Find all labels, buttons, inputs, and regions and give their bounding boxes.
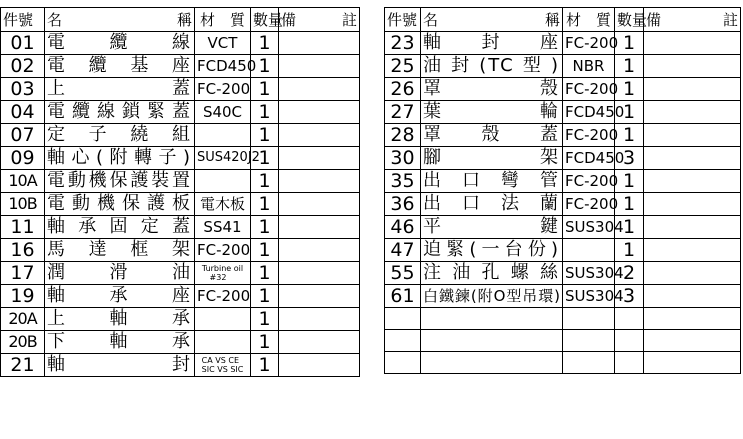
table-row <box>385 147 741 170</box>
cell-remark <box>644 101 741 124</box>
cell-remark <box>644 330 741 352</box>
cell-material <box>563 330 615 352</box>
cell-part-no: 10A <box>1 170 45 193</box>
header-name-left: 名 <box>423 10 439 29</box>
cell-quantity: 1 <box>251 147 279 170</box>
cell-part-no <box>385 308 421 330</box>
cell-name: 軸承座 <box>45 285 195 308</box>
cell-material: FCD450 <box>563 101 615 124</box>
cell-part-no: 10B <box>1 193 45 216</box>
cell-material-text: Turbine oil #32 <box>201 263 244 282</box>
table-row <box>1 147 360 170</box>
cell-remark <box>644 147 741 170</box>
cell-material: FCD450 <box>563 147 615 170</box>
header-remark <box>644 8 741 32</box>
table-row <box>385 285 741 308</box>
cell-name: 下軸承 <box>45 331 195 354</box>
cell-quantity: 1 <box>615 170 644 193</box>
cell-material: SUS420J2 <box>195 147 251 170</box>
cell-part-no <box>385 352 421 374</box>
cell-part-no: 46 <box>385 216 421 239</box>
cell-quantity <box>615 308 644 330</box>
cell-remark <box>644 32 741 55</box>
cell-quantity: 1 <box>251 216 279 239</box>
cell-quantity: 1 <box>615 216 644 239</box>
cell-quantity: 1 <box>251 124 279 147</box>
cell-part-no: 55 <box>385 262 421 285</box>
table-row <box>1 78 360 101</box>
cell-material: FC-200 <box>563 78 615 101</box>
cell-part-no: 02 <box>1 55 45 78</box>
cell-remark <box>644 285 741 308</box>
table-row <box>1 354 360 377</box>
table-row <box>1 170 360 193</box>
cell-name: 罩殼蓋 <box>421 124 563 147</box>
cell-name: 電纜基座 <box>45 55 195 78</box>
cell-part-no: 09 <box>1 147 45 170</box>
cell-part-no: 19 <box>1 285 45 308</box>
cell-name: 電動機保護裝置 <box>45 170 195 193</box>
cell-remark <box>279 32 360 55</box>
cell-quantity <box>615 330 644 352</box>
cell-remark <box>279 285 360 308</box>
cell-remark <box>644 239 741 262</box>
cell-quantity <box>615 352 644 374</box>
header-name-right: 稱 <box>544 10 560 29</box>
cell-part-no: 21 <box>1 354 45 377</box>
cell-remark <box>644 124 741 147</box>
cell-part-no: 30 <box>385 147 421 170</box>
header-name-right: 稱 <box>176 10 192 29</box>
cell-material <box>195 354 251 377</box>
cell-material: SS41 <box>195 216 251 239</box>
header-quantity: 數量 <box>615 8 644 32</box>
cell-part-no: 25 <box>385 55 421 78</box>
cell-part-no: 47 <box>385 239 421 262</box>
cell-remark <box>279 262 360 285</box>
cell-quantity: 1 <box>615 193 644 216</box>
cell-material: NBR <box>563 55 615 78</box>
cell-remark <box>644 352 741 374</box>
cell-part-no: 26 <box>385 78 421 101</box>
cell-quantity: 1 <box>251 170 279 193</box>
cell-material <box>195 124 251 147</box>
cell-quantity: 1 <box>615 239 644 262</box>
cell-material: FC-200 <box>563 32 615 55</box>
cell-name: 注油孔螺絲 <box>421 262 563 285</box>
header-part-no: 件號 <box>385 8 421 32</box>
cell-name: 葉輪 <box>421 101 563 124</box>
cell-remark <box>279 193 360 216</box>
header-name-left: 名 <box>47 10 63 29</box>
cell-name: 腳架 <box>421 147 563 170</box>
header-part-no: 件號 <box>1 8 45 32</box>
table-row <box>385 352 741 374</box>
cell-material <box>563 239 615 262</box>
cell-remark <box>279 239 360 262</box>
cell-material: SUS304 <box>563 285 615 308</box>
cell-material: FCD450 <box>195 55 251 78</box>
table-row <box>1 101 360 124</box>
cell-name: 出口彎管 <box>421 170 563 193</box>
cell-name: 定子繞組 <box>45 124 195 147</box>
cell-name: 迫緊(一台份) <box>421 239 563 262</box>
table-row <box>385 101 741 124</box>
table-row <box>1 308 360 331</box>
cell-quantity: 1 <box>615 55 644 78</box>
cell-remark <box>644 308 741 330</box>
table-row <box>1 262 360 285</box>
cell-quantity: 1 <box>615 32 644 55</box>
cell-quantity: 1 <box>251 55 279 78</box>
cell-material-text: CA VS CE SIC VS SIC <box>201 355 244 374</box>
table-row <box>1 124 360 147</box>
cell-quantity: 3 <box>615 147 644 170</box>
cell-quantity: 1 <box>251 262 279 285</box>
cell-part-no: 16 <box>1 239 45 262</box>
header-remark <box>279 8 360 32</box>
cell-material <box>195 331 251 354</box>
cell-quantity: 3 <box>615 285 644 308</box>
table-row <box>1 193 360 216</box>
cell-name <box>421 308 563 330</box>
cell-material <box>195 170 251 193</box>
header-material: 材 質 <box>195 8 251 32</box>
cell-quantity: 1 <box>251 101 279 124</box>
cell-part-no: 20B <box>1 331 45 354</box>
cell-material: FC-200 <box>195 239 251 262</box>
cell-material: FC-200 <box>563 170 615 193</box>
table-row <box>385 330 741 352</box>
table-row <box>1 55 360 78</box>
cell-name: 軸承固定蓋 <box>45 216 195 239</box>
cell-name: 上蓋 <box>45 78 195 101</box>
table-row <box>385 55 741 78</box>
cell-name: 潤滑油 <box>45 262 195 285</box>
header-name <box>421 8 563 32</box>
cell-name: 軸封 <box>45 354 195 377</box>
cell-material: VCT <box>195 32 251 55</box>
cell-material: FC-200 <box>195 78 251 101</box>
header-name <box>45 8 195 32</box>
table-header-row <box>1 8 360 32</box>
table-row <box>1 331 360 354</box>
cell-part-no: 28 <box>385 124 421 147</box>
cell-name: 軸封座 <box>421 32 563 55</box>
cell-part-no: 17 <box>1 262 45 285</box>
cell-name: 平鍵 <box>421 216 563 239</box>
cell-remark <box>644 262 741 285</box>
cell-remark <box>644 170 741 193</box>
cell-name: 油封(TC型) <box>421 55 563 78</box>
cell-name: 軸心(附轉子) <box>45 147 195 170</box>
cell-part-no: 04 <box>1 101 45 124</box>
cell-remark <box>644 193 741 216</box>
cell-quantity: 1 <box>615 101 644 124</box>
cell-quantity: 1 <box>251 331 279 354</box>
cell-remark <box>279 216 360 239</box>
cell-quantity: 1 <box>251 285 279 308</box>
cell-name: 罩殼 <box>421 78 563 101</box>
cell-remark <box>279 78 360 101</box>
cell-name: 電動機保護板 <box>45 193 195 216</box>
cell-part-no: 36 <box>385 193 421 216</box>
cell-quantity: 1 <box>615 124 644 147</box>
header-quantity: 數量 <box>251 8 279 32</box>
parts-table-right <box>384 7 741 374</box>
table-row <box>385 308 741 330</box>
cell-quantity: 2 <box>615 262 644 285</box>
table-header-row <box>385 8 741 32</box>
cell-part-no: 20A <box>1 308 45 331</box>
cell-quantity: 1 <box>251 308 279 331</box>
cell-part-no: 11 <box>1 216 45 239</box>
cell-part-no <box>385 330 421 352</box>
cell-remark <box>279 147 360 170</box>
cell-quantity: 1 <box>615 78 644 101</box>
table-row <box>385 32 741 55</box>
cell-material: FC-200 <box>563 124 615 147</box>
table-row <box>1 32 360 55</box>
cell-material <box>563 308 615 330</box>
cell-material: SUS304 <box>563 216 615 239</box>
table-row <box>1 216 360 239</box>
cell-remark <box>279 55 360 78</box>
cell-material: S40C <box>195 101 251 124</box>
cell-name: 出口法蘭 <box>421 193 563 216</box>
cell-part-no: 27 <box>385 101 421 124</box>
cell-part-no: 35 <box>385 170 421 193</box>
table-row <box>385 193 741 216</box>
header-remark-left: 備 <box>281 10 297 29</box>
cell-quantity: 1 <box>251 354 279 377</box>
table-row <box>1 285 360 308</box>
cell-material <box>195 308 251 331</box>
table-row <box>385 170 741 193</box>
header-remark-right: 註 <box>722 10 738 29</box>
cell-quantity: 1 <box>251 78 279 101</box>
cell-part-no: 03 <box>1 78 45 101</box>
cell-quantity: 1 <box>251 32 279 55</box>
table-row <box>385 216 741 239</box>
header-material: 材 質 <box>563 8 615 32</box>
table-row <box>385 78 741 101</box>
table-row <box>385 124 741 147</box>
cell-name: 電纜線 <box>45 32 195 55</box>
cell-name: 上軸承 <box>45 308 195 331</box>
cell-remark <box>644 216 741 239</box>
table-row <box>385 239 741 262</box>
table-row <box>1 239 360 262</box>
header-remark-left: 備 <box>646 10 662 29</box>
cell-name: 馬達框架 <box>45 239 195 262</box>
cell-name <box>421 330 563 352</box>
cell-remark <box>279 331 360 354</box>
header-remark-right: 註 <box>341 10 357 29</box>
cell-remark <box>644 78 741 101</box>
cell-material <box>195 262 251 285</box>
cell-quantity: 1 <box>251 193 279 216</box>
parts-table-left <box>0 7 360 377</box>
cell-remark <box>279 124 360 147</box>
cell-material: FC-200 <box>195 285 251 308</box>
cell-material: 電木板 <box>195 193 251 216</box>
cell-name: 電纜線鎖緊蓋 <box>45 101 195 124</box>
cell-name: 白鐵鍊(附O型吊環) <box>421 285 563 308</box>
cell-material: FC-200 <box>563 193 615 216</box>
cell-remark <box>279 354 360 377</box>
cell-part-no: 61 <box>385 285 421 308</box>
cell-part-no: 07 <box>1 124 45 147</box>
cell-remark <box>279 170 360 193</box>
cell-remark <box>644 55 741 78</box>
cell-material <box>563 352 615 374</box>
cell-quantity: 1 <box>251 239 279 262</box>
cell-part-no: 01 <box>1 32 45 55</box>
table-row <box>385 262 741 285</box>
cell-part-no: 23 <box>385 32 421 55</box>
cell-material: SUS304 <box>563 262 615 285</box>
cell-remark <box>279 101 360 124</box>
cell-remark <box>279 308 360 331</box>
cell-name <box>421 352 563 374</box>
